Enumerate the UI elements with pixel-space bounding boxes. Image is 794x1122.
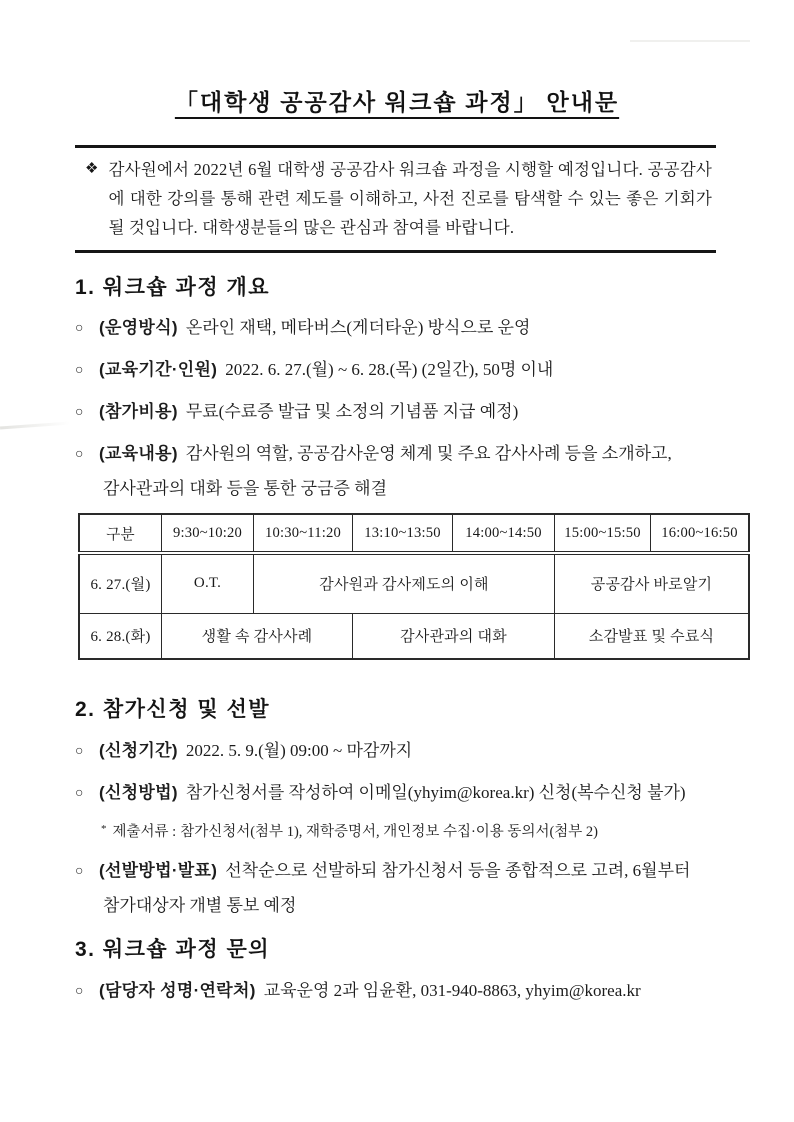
item-text-line2: 참가대상자 개별 통보 예정 [103,896,297,915]
item-label: (선발방법·발표) [99,861,218,880]
item-text: 참가신청서를 작성하여 이메일(yhyim@korea.kr) 신청(복수신청 불가) [185,783,686,802]
list-item-curriculum [75,437,735,506]
session-cell: 감사원과 감사제도의 이해 [254,553,555,613]
document-title-text: 「대학생 공공감사 워크숍 과정」 안내문 [174,90,620,115]
column-header-time-6: 16:00~16:50 [651,514,750,553]
list-item-operation-method [75,311,735,346]
item-text: 감사원의 역할, 공공감사운영 체계 및 주요 감사사례 등을 소개하고, [185,444,672,463]
session-cell: 소감발표 및 수료식 [555,613,750,659]
item-text: 교육운영 2과 임윤환, 031-940-8863, yhyim@korea.kr [263,981,641,1000]
inquiry-item-list [75,974,735,1016]
item-text: 2022. 5. 9.(월) 09:00 ~ 마감까지 [185,741,413,760]
note-label: 제출서류 : [112,824,177,840]
list-item-period-capacity [75,353,735,388]
item-text: 2022. 6. 27.(월) ~ 6. 28.(목) (2일간), 50명 이내 [225,360,554,379]
list-item-selection-method [75,854,735,923]
table-header-row [79,514,749,553]
column-header-time-1: 9:30~10:20 [162,514,254,553]
item-label: (신청방법) [99,783,178,802]
schedule-table [78,513,750,660]
table-row-day2 [79,613,749,659]
column-header-time-5: 15:00~15:50 [555,514,651,553]
circle-bullet-icon: ○ [75,447,84,462]
list-item-application-period [75,734,735,769]
application-item-list [75,734,735,930]
day-cell: 6. 27.(월) [79,553,162,613]
intro-box [75,145,716,253]
session-cell: 공공감사 바로알기 [555,553,750,613]
session-cell: O.T. [162,553,254,613]
section-heading-application: 2. 참가신청 및 선발 [75,698,271,721]
circle-bullet-icon: ○ [75,321,84,336]
list-item-contact [75,974,735,1009]
column-header-time-4: 14:00~14:50 [453,514,555,553]
scan-artifact [0,422,70,430]
item-text: 무료(수료증 발급 및 소정의 기념품 지급 예정) [185,402,519,421]
submission-documents-note [101,816,735,845]
circle-bullet-icon: ○ [75,864,84,879]
session-cell: 생활 속 감사사례 [162,613,353,659]
overview-item-list [75,311,735,513]
diamond-bullet-icon: ❖ [85,161,99,177]
item-label: (교육내용) [99,444,178,463]
note-text: 참가신청서(첨부 1), 재학증명서, 개인정보 수집·이용 동의서(첨부 2) [180,824,599,840]
document-title [0,84,794,117]
list-item-fee [75,395,735,430]
item-label: (담당자 성명·연락처) [99,981,256,1000]
item-text: 선착순으로 선발하되 참가신청서 등을 종합적으로 고려, 6월부터 [225,861,691,880]
table-row-day1 [79,553,749,613]
item-label: (운영방식) [99,318,178,337]
section-heading-inquiry: 3. 워크숍 과정 문의 [75,938,271,961]
intro-text: 감사원에서 2022년 6월 대학생 공공감사 워크숍 과정을 시행할 예정입니다. 공공감사에 대한 강의를 통해 관련 제도를 이해하고, 사전 진로를 탐색할 수 있는 좋은 기회가 될 것입니다. 대학생분들의 많은 관심과 참여를 바랍니다. [108,160,712,237]
item-label: (참가비용) [99,402,178,421]
circle-bullet-icon: ○ [75,984,84,999]
column-header-category: 구분 [79,514,162,553]
circle-bullet-icon: ○ [75,786,84,801]
day-cell: 6. 28.(화) [79,613,162,659]
column-header-time-3: 13:10~13:50 [353,514,453,553]
circle-bullet-icon: ○ [75,744,84,759]
scan-artifact [630,40,750,42]
item-text: 온라인 재택, 메타버스(게더타운) 방식으로 운영 [185,318,531,337]
item-text-line2: 감사관과의 대화 등을 통한 궁금증 해결 [103,479,388,498]
circle-bullet-icon: ○ [75,405,84,420]
item-label: (신청기간) [99,741,178,760]
list-item-application-method [75,776,735,811]
session-cell: 감사관과의 대화 [353,613,555,659]
asterisk-icon: * [101,823,107,835]
section-heading-overview: 1. 워크숍 과정 개요 [75,276,271,299]
item-label: (교육기간·인원) [99,360,218,379]
column-header-time-2: 10:30~11:20 [254,514,353,553]
circle-bullet-icon: ○ [75,363,84,378]
